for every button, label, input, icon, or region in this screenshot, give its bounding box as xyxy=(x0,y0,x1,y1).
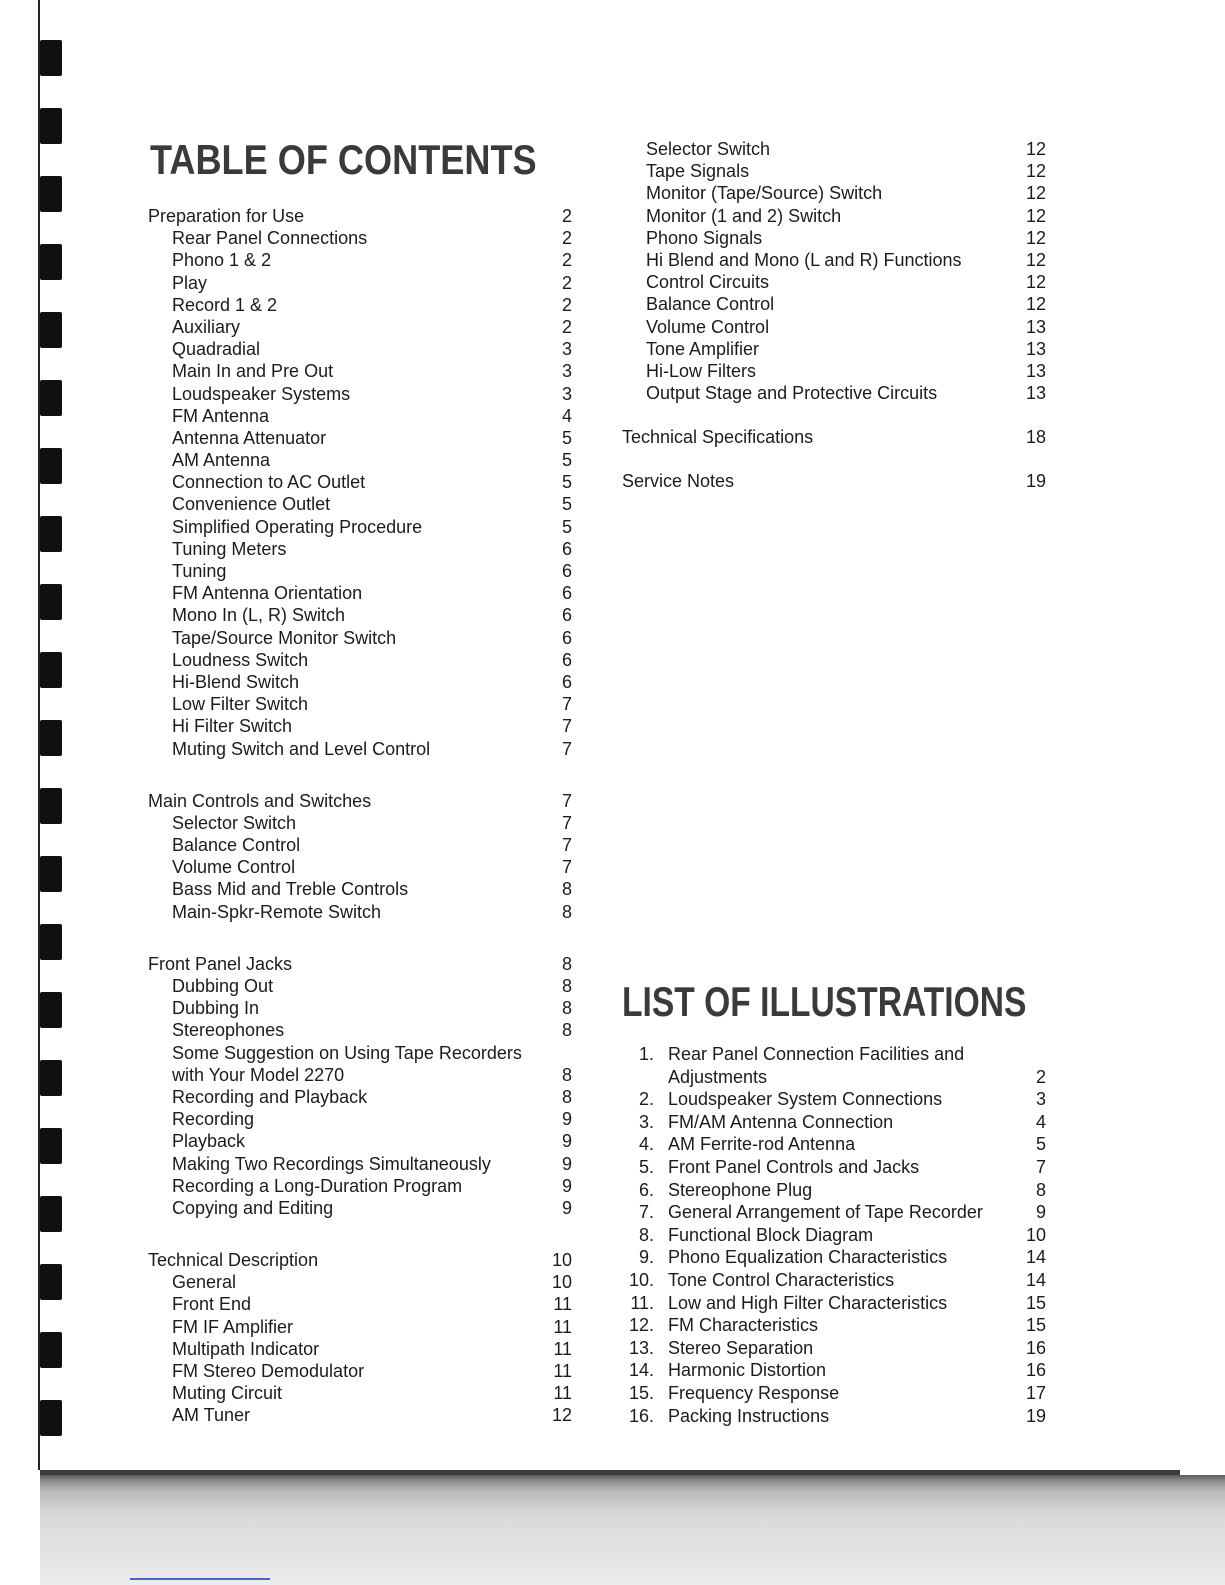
toc-subentry xyxy=(148,1130,578,1152)
illustration-page-number: 15 xyxy=(1025,1292,1046,1313)
toc-subentry xyxy=(148,294,578,316)
toc-entry-label: Muting Circuit xyxy=(172,1383,283,1404)
toc-subentry xyxy=(622,138,1052,160)
toc-page-number: 5 xyxy=(561,450,572,471)
toc-page-number: 6 xyxy=(561,649,572,670)
illustration-number: 8. xyxy=(638,1224,654,1245)
illustration-number: 15. xyxy=(628,1382,654,1403)
toc-entry-label: Volume Control xyxy=(172,857,296,878)
illustration-entry xyxy=(622,1088,1052,1111)
toc-subentry xyxy=(622,271,1052,293)
illustration-entry xyxy=(622,1359,1052,1382)
toc-subentry xyxy=(148,338,578,360)
toc-section-entry xyxy=(148,953,578,975)
illustration-label: Low and High Filter Characteristics xyxy=(668,1292,948,1313)
toc-subentry xyxy=(148,405,578,427)
toc-entry-label: Output Stage and Protective Circuits xyxy=(646,383,938,404)
toc-page-number: 8 xyxy=(561,998,572,1019)
toc-page-number: 8 xyxy=(561,1064,572,1085)
illustration-number: 4. xyxy=(638,1134,654,1155)
toc-subentry xyxy=(148,1086,578,1108)
toc-page-number: 2 xyxy=(561,228,572,249)
toc-page-number: 2 xyxy=(561,316,572,337)
toc-subentry xyxy=(148,1360,578,1382)
illustration-entry xyxy=(622,1133,1052,1156)
toc-subentry xyxy=(148,627,578,649)
section-gap xyxy=(622,404,1052,426)
toc-subentry xyxy=(148,975,578,997)
binding-ring xyxy=(40,1196,62,1232)
toc-entry-label: Technical Description xyxy=(148,1250,319,1271)
toc-entry-label: Technical Specifications xyxy=(622,427,814,448)
toc-subentry xyxy=(148,834,578,856)
toc-subentry xyxy=(622,249,1052,271)
binding-ring xyxy=(40,108,62,144)
toc-entry-label: Dubbing Out xyxy=(172,976,274,996)
toc-entry-label: Preparation for Use xyxy=(148,206,305,226)
toc-page-number: 12 xyxy=(1025,139,1046,159)
toc-entry-label: FM Antenna xyxy=(172,405,270,426)
illustration-number: 1. xyxy=(638,1044,654,1064)
toc-entry-label: Main In and Pre Out xyxy=(172,361,334,382)
illustration-page-number: 7 xyxy=(1035,1156,1046,1177)
illustration-entry xyxy=(622,1156,1052,1179)
section-gap xyxy=(622,448,1052,470)
toc-page-number: 18 xyxy=(1025,427,1046,448)
toc-page-number: 12 xyxy=(1025,294,1046,315)
illustration-page-number: 16 xyxy=(1025,1337,1046,1358)
toc-subentry xyxy=(148,878,578,900)
toc-page-number: 3 xyxy=(561,361,572,382)
toc-entry-label: FM IF Amplifier xyxy=(172,1316,294,1337)
binding-ring xyxy=(40,1264,62,1300)
toc-entry-label: Quadradial xyxy=(172,339,261,360)
toc-entry-label: Hi Filter Switch xyxy=(172,716,293,737)
illustration-page-number: 17 xyxy=(1025,1382,1046,1403)
toc-right-column xyxy=(622,138,1052,493)
section-gap xyxy=(148,760,578,790)
binding-ring xyxy=(40,244,62,280)
toc-entry-label: Some Suggestion on Using Tape Recorders xyxy=(172,1042,522,1063)
toc-subentry xyxy=(148,693,578,715)
toc-page-number: 5 xyxy=(561,427,572,448)
illustration-number: 10. xyxy=(628,1269,654,1290)
toc-entry-label: Main-Spkr-Remote Switch xyxy=(172,901,382,922)
toc-subentry xyxy=(622,227,1052,249)
binding-ring xyxy=(40,652,62,688)
toc-subentry xyxy=(622,293,1052,315)
toc-entry-label: Selector Switch xyxy=(172,812,297,833)
illustration-number: 9. xyxy=(638,1247,654,1268)
toc-section-entry xyxy=(622,426,1052,448)
illustration-label: Rear Panel Connection Facilities and xyxy=(668,1044,965,1064)
toc-page-number: 12 xyxy=(1025,205,1046,226)
illustration-page-number: 16 xyxy=(1025,1360,1046,1381)
toc-page-number: 12 xyxy=(1025,227,1046,248)
toc-subentry xyxy=(148,516,578,538)
illustration-page-number: 14 xyxy=(1025,1269,1046,1290)
illustration-number: 2. xyxy=(638,1089,654,1110)
toc-page-number: 8 xyxy=(561,1086,572,1107)
toc-page-number: 2 xyxy=(561,294,572,315)
toc-subentry xyxy=(148,383,578,405)
toc-subentry xyxy=(148,471,578,493)
toc-entry-label: Front End xyxy=(172,1294,252,1315)
illustration-entry xyxy=(622,1405,1052,1428)
illustration-entry xyxy=(622,1292,1052,1315)
toc-page-number: 7 xyxy=(561,835,572,856)
binding-ring xyxy=(40,380,62,416)
section-gap xyxy=(148,923,578,953)
toc-entry-label: AM Antenna xyxy=(172,450,271,471)
toc-left-column xyxy=(148,205,578,1427)
toc-entry-label: Phono Signals xyxy=(646,227,763,248)
binding-ring xyxy=(40,856,62,892)
toc-subentry xyxy=(148,493,578,515)
toc-page-number: 11 xyxy=(553,1338,572,1359)
toc-subentry xyxy=(148,671,578,693)
toc-page-number: 13 xyxy=(1025,383,1046,404)
toc-entry-label: Loudness Switch xyxy=(172,649,309,670)
toc-page-number: 3 xyxy=(561,383,572,404)
illustration-label: Harmonic Distortion xyxy=(668,1360,827,1381)
toc-page-number: 12 xyxy=(551,1405,572,1426)
toc-subentry xyxy=(148,812,578,834)
illustration-label: Adjustments xyxy=(668,1066,768,1087)
toc-subentry xyxy=(148,604,578,626)
toc-page-number: 10 xyxy=(551,1272,572,1293)
toc-subentry xyxy=(148,1316,578,1338)
illustrations-list xyxy=(622,1043,1052,1427)
illustration-entry xyxy=(622,1314,1052,1337)
illustration-label: Frequency Response xyxy=(668,1382,840,1403)
toc-page-number: 3 xyxy=(561,339,572,360)
illustration-page-number: 10 xyxy=(1025,1224,1046,1245)
toc-page-number: 9 xyxy=(561,1109,572,1130)
toc-page-number: 6 xyxy=(561,583,572,604)
toc-page-number: 8 xyxy=(561,901,572,922)
toc-entry-label: Stereophones xyxy=(172,1020,285,1041)
illustration-label: Stereo Separation xyxy=(668,1337,814,1358)
illustrations-title: LIST OF ILLUSTRATIONS xyxy=(622,978,1027,1025)
toc-title: TABLE OF CONTENTS xyxy=(150,136,537,183)
toc-page-number: 13 xyxy=(1025,316,1046,337)
toc-subentry xyxy=(148,1271,578,1293)
binding-ring xyxy=(40,1400,62,1436)
toc-page-number: 12 xyxy=(1025,272,1046,293)
toc-entry-label: Selector Switch xyxy=(646,139,771,159)
toc-entry-label: FM Stereo Demodulator xyxy=(172,1361,365,1381)
binding-ring xyxy=(40,176,62,212)
toc-entry-label: Playback xyxy=(172,1131,246,1152)
toc-page-number: 10 xyxy=(551,1250,572,1271)
illustration-entry xyxy=(622,1179,1052,1202)
illustration-entry xyxy=(622,1337,1052,1360)
toc-page-number: 8 xyxy=(561,1020,572,1041)
toc-subentry xyxy=(148,1382,578,1404)
toc-page-number: 13 xyxy=(1025,338,1046,359)
toc-subentry xyxy=(622,205,1052,227)
illustration-label: Functional Block Diagram xyxy=(668,1224,874,1245)
toc-entry-label: Mono In (L, R) Switch xyxy=(172,605,346,626)
illustration-label: Stereophone Plug xyxy=(668,1179,813,1200)
illustration-number: 13. xyxy=(628,1337,654,1358)
illustration-label: FM/AM Antenna Connection xyxy=(668,1111,894,1132)
toc-entry-label: General xyxy=(172,1272,237,1293)
toc-entry-label: Bass Mid and Treble Controls xyxy=(172,879,409,900)
toc-entry-label: Loudspeaker Systems xyxy=(172,383,351,404)
toc-entry-label: Front Panel Jacks xyxy=(148,953,293,974)
toc-entry-label: Main Controls and Switches xyxy=(148,790,372,811)
toc-subentry xyxy=(148,427,578,449)
toc-page-number: 7 xyxy=(561,812,572,833)
toc-page-number: 12 xyxy=(1025,249,1046,270)
toc-subentry xyxy=(622,182,1052,204)
toc-entry-label: Antenna Attenuator xyxy=(172,427,327,448)
binding-ring xyxy=(40,516,62,552)
toc-entry-label: Balance Control xyxy=(646,294,775,315)
toc-page-number: 7 xyxy=(561,738,572,759)
toc-subentry xyxy=(148,249,578,271)
toc-page-number: 7 xyxy=(561,790,572,811)
illustration-entry xyxy=(622,1066,1052,1089)
toc-entry-label: Tuning Meters xyxy=(172,538,287,559)
illustration-number: 3. xyxy=(638,1111,654,1132)
toc-entry-label: Dubbing In xyxy=(172,998,260,1019)
toc-subentry xyxy=(148,560,578,582)
toc-subentry xyxy=(148,1338,578,1360)
toc-entry-label: Tuning xyxy=(172,561,227,581)
toc-entry-label: Multipath Indicator xyxy=(172,1338,320,1359)
illustration-entry xyxy=(622,1382,1052,1405)
illustration-page-number: 2 xyxy=(1035,1066,1046,1087)
toc-subentry xyxy=(622,338,1052,360)
toc-subentry xyxy=(148,738,578,760)
illustration-number: 6. xyxy=(638,1179,654,1200)
toc-page-number: 12 xyxy=(1025,183,1046,204)
toc-section-entry xyxy=(148,790,578,812)
toc-entry-label: Convenience Outlet xyxy=(172,494,331,515)
toc-entry-label: Connection to AC Outlet xyxy=(172,472,366,493)
toc-entry-label: Monitor (1 and 2) Switch xyxy=(646,205,842,226)
toc-page-number: 5 xyxy=(561,472,572,493)
illustration-number: 12. xyxy=(628,1315,654,1336)
binding-ring xyxy=(40,720,62,756)
toc-subentry xyxy=(148,1175,578,1197)
toc-subentry xyxy=(148,316,578,338)
illustration-page-number: 4 xyxy=(1035,1111,1046,1132)
illustration-page-number: 8 xyxy=(1035,1179,1046,1200)
toc-subentry xyxy=(148,715,578,737)
illustration-label: General Arrangement of Tape Recorder xyxy=(668,1202,983,1223)
illustration-page-number: 9 xyxy=(1035,1202,1046,1223)
toc-page-number: 11 xyxy=(553,1361,572,1381)
illustration-page-number: 15 xyxy=(1025,1315,1046,1336)
toc-entry-label: Auxiliary xyxy=(172,316,241,337)
toc-entry-label: Service Notes xyxy=(622,471,735,492)
illustration-entry xyxy=(622,1111,1052,1134)
toc-entry-label: FM Antenna Orientation xyxy=(172,583,363,604)
illustration-page-number: 3 xyxy=(1035,1089,1046,1110)
toc-subentry xyxy=(148,1108,578,1130)
toc-page-number: 8 xyxy=(561,879,572,900)
toc-page-number: 4 xyxy=(561,405,572,426)
toc-subentry xyxy=(148,856,578,878)
toc-subentry xyxy=(622,160,1052,182)
toc-page-number: 11 xyxy=(553,1383,572,1404)
toc-page-number: 6 xyxy=(561,561,572,581)
binding-ring xyxy=(40,448,62,484)
toc-page-number: 7 xyxy=(561,694,572,715)
toc-page-number: 6 xyxy=(561,627,572,648)
illustration-entry xyxy=(622,1043,1052,1066)
toc-entry-label: Recording xyxy=(172,1109,255,1130)
toc-page-number: 8 xyxy=(561,953,572,974)
toc-subentry xyxy=(148,449,578,471)
illustration-number: 7. xyxy=(638,1202,654,1223)
illustration-number: 11. xyxy=(630,1292,654,1313)
toc-entry-label: Tape Signals xyxy=(646,161,750,182)
toc-subentry xyxy=(148,649,578,671)
toc-entry-label: AM Tuner xyxy=(172,1405,251,1426)
toc-subentry xyxy=(148,997,578,1019)
toc-page-number: 13 xyxy=(1025,360,1046,381)
toc-entry-label: Hi-Low Filters xyxy=(646,360,757,381)
toc-page-number: 9 xyxy=(561,1153,572,1174)
toc-page-number: 2 xyxy=(561,272,572,293)
toc-subentry xyxy=(148,1153,578,1175)
toc-subentry xyxy=(148,901,578,923)
toc-entry-label: Muting Switch and Level Control xyxy=(172,738,431,759)
toc-section-entry xyxy=(148,205,578,227)
toc-page-number: 9 xyxy=(561,1197,572,1218)
illustration-entry xyxy=(622,1269,1052,1292)
binding-ring xyxy=(40,1060,62,1096)
toc-subentry xyxy=(622,316,1052,338)
toc-subentry xyxy=(148,1019,578,1041)
toc-subentry xyxy=(148,1293,578,1315)
toc-page-number: 5 xyxy=(561,516,572,537)
illustration-label: Loudspeaker System Connections xyxy=(668,1089,943,1110)
toc-page-number: 11 xyxy=(553,1316,572,1337)
toc-subentry xyxy=(148,582,578,604)
binding-ring xyxy=(40,584,62,620)
scan-shadow xyxy=(40,1475,1225,1585)
toc-subentry xyxy=(622,382,1052,404)
illustration-page-number: 14 xyxy=(1025,1247,1046,1268)
toc-entry-label: Tone Amplifier xyxy=(646,338,760,359)
toc-page-number: 19 xyxy=(1025,471,1046,492)
illustration-number: 5. xyxy=(638,1156,654,1177)
toc-entry-label: Rear Panel Connections xyxy=(172,228,368,249)
toc-subentry xyxy=(148,360,578,382)
toc-entry-label: Control Circuits xyxy=(646,272,770,293)
scan-artifact-line xyxy=(130,1578,270,1580)
toc-section-entry xyxy=(622,470,1052,492)
toc-entry-label: Phono 1 & 2 xyxy=(172,250,272,271)
binding-ring xyxy=(40,992,62,1028)
toc-entry-label: Volume Control xyxy=(646,316,770,337)
illustration-entry xyxy=(622,1246,1052,1269)
toc-section-entry xyxy=(148,1249,578,1271)
illustration-page-number: 5 xyxy=(1035,1134,1046,1155)
illustration-label: Tone Control Characteristics xyxy=(668,1269,895,1290)
illustration-entry xyxy=(622,1201,1052,1224)
toc-page-number: 8 xyxy=(561,976,572,996)
toc-entry-label: Copying and Editing xyxy=(172,1197,334,1218)
toc-entry-label: Making Two Recordings Simultaneously xyxy=(172,1153,491,1174)
toc-subentry xyxy=(148,1064,578,1086)
toc-entry-label: Recording and Playback xyxy=(172,1086,368,1107)
illustration-label: FM Characteristics xyxy=(668,1315,819,1336)
toc-entry-label: Tape/Source Monitor Switch xyxy=(172,627,397,648)
binding-ring xyxy=(40,312,62,348)
toc-entry-label: Simplified Operating Procedure xyxy=(172,516,423,537)
illustration-page-number: 19 xyxy=(1025,1405,1046,1426)
toc-entry-label: Play xyxy=(172,272,208,293)
toc-page-number: 12 xyxy=(1025,161,1046,182)
illustration-entry xyxy=(622,1224,1052,1247)
illustration-label: Packing Instructions xyxy=(668,1405,830,1426)
illustration-label: AM Ferrite-rod Antenna xyxy=(668,1134,856,1155)
toc-entry-label: Recording a Long-Duration Program xyxy=(172,1175,463,1196)
illustration-label: Front Panel Controls and Jacks xyxy=(668,1156,920,1177)
section-gap xyxy=(148,1219,578,1249)
toc-entry-label: Monitor (Tape/Source) Switch xyxy=(646,183,883,204)
binding-ring xyxy=(40,788,62,824)
toc-subentry xyxy=(148,538,578,560)
toc-page-number: 7 xyxy=(561,857,572,878)
binding-ring xyxy=(40,924,62,960)
toc-page-number: 6 xyxy=(561,605,572,626)
toc-page-number: 9 xyxy=(561,1175,572,1196)
toc-entry-label: Hi Blend and Mono (L and R) Functions xyxy=(646,249,962,270)
toc-page-number: 2 xyxy=(561,250,572,271)
toc-page-number: 7 xyxy=(561,716,572,737)
illustration-number: 14. xyxy=(628,1360,654,1381)
illustration-label: Phono Equalization Characteristics xyxy=(668,1247,948,1268)
toc-page-number: 2 xyxy=(561,206,572,226)
toc-entry-label: Balance Control xyxy=(172,835,301,856)
toc-page-number: 9 xyxy=(561,1131,572,1152)
toc-entry-label: Hi-Blend Switch xyxy=(172,671,300,692)
illustration-number: 16. xyxy=(628,1405,654,1426)
toc-entry-label: Record 1 & 2 xyxy=(172,294,278,315)
toc-page-number: 5 xyxy=(561,494,572,515)
toc-page-number: 6 xyxy=(561,538,572,559)
toc-subentry xyxy=(148,1197,578,1219)
toc-subentry xyxy=(148,1404,578,1426)
toc-page-number: 6 xyxy=(561,671,572,692)
toc-entry-label: with Your Model 2270 xyxy=(172,1064,345,1085)
binding-ring xyxy=(40,1332,62,1368)
binding-ring xyxy=(40,1128,62,1164)
binding-ring xyxy=(40,40,62,76)
toc-subentry xyxy=(622,360,1052,382)
toc-entry-label: Low Filter Switch xyxy=(172,694,309,715)
toc-subentry xyxy=(148,1042,578,1064)
toc-subentry xyxy=(148,272,578,294)
toc-page-number: 11 xyxy=(553,1294,572,1315)
toc-subentry xyxy=(148,227,578,249)
